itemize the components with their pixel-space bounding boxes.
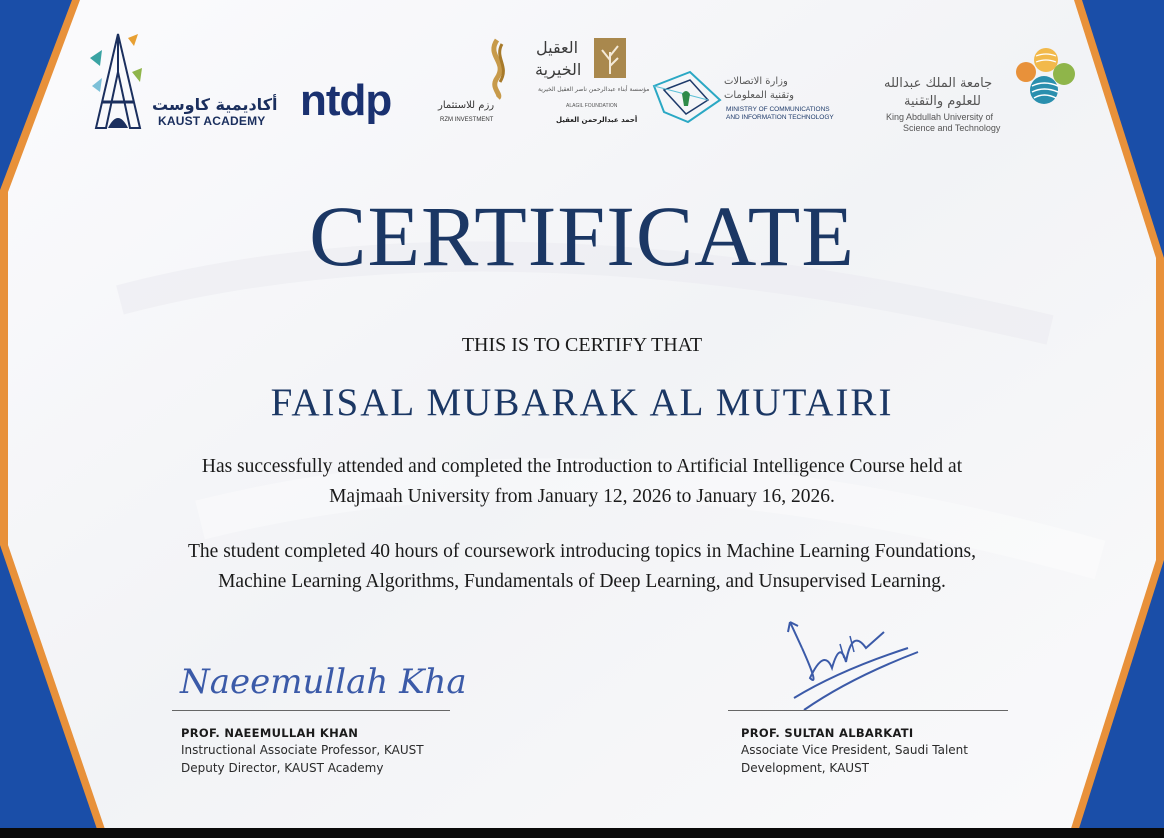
ntdp-logo: ntdp bbox=[300, 76, 392, 125]
polygon-emblem-icon bbox=[650, 70, 722, 124]
alagil-logo bbox=[594, 38, 626, 83]
kaust-english-line1: King Abdullah University of bbox=[886, 112, 994, 122]
completion-text-line2: Majmaah University from January 12, 2026 to January 16, 2026. bbox=[329, 486, 835, 507]
coursework-text-line1: The student completed 40 hours of coursework introducing topics in Machine Learning Foundations, bbox=[188, 541, 976, 562]
mcit-english-line2: AND INFORMATION TECHNOLOGY bbox=[726, 114, 834, 121]
alagil-sub-english: ALAGIL FOUNDATION bbox=[566, 103, 618, 109]
signature-right bbox=[780, 618, 930, 723]
kaust-academy-arabic: أكاديمية كاوست bbox=[152, 95, 278, 114]
certificate-title: CERTIFICATE bbox=[309, 188, 855, 284]
recipient-name: FAISAL MUBARAK AL MUTAIRI bbox=[270, 381, 894, 424]
mcit-arabic-line1: وزارة الاتصالات bbox=[724, 76, 788, 87]
kaust-logo bbox=[1006, 46, 1078, 113]
alagil-arabic-line2: الخيرية bbox=[535, 60, 582, 79]
mcit-arabic-line2: وتقنية المعلومات bbox=[724, 90, 794, 101]
signature-line-right bbox=[728, 710, 1008, 711]
tree-square-icon bbox=[594, 38, 626, 78]
rzm-arabic: رزم للاستثمار bbox=[438, 100, 495, 111]
eiffel-tower-geometric-icon bbox=[88, 32, 150, 130]
coursework-text-line2: Machine Learning Algorithms, Fundamentals of Deep Learning, and Unsupervised Learning. bbox=[218, 571, 946, 592]
completion-text-line1: Has successfully attended and completed the Introduction to Artificial Intelligence Course held at bbox=[201, 456, 963, 477]
mcit-logo bbox=[650, 70, 722, 129]
alagil-arabic-line1: العقيل bbox=[536, 38, 579, 57]
kaust-arabic-line1: جامعة الملك عبدالله bbox=[884, 76, 993, 91]
rzm-english: RZM INVESTMENT bbox=[440, 117, 494, 123]
mcit-english-line1: MINISTRY OF COMMUNICATIONS bbox=[726, 106, 830, 113]
signatory-right-role1: Associate Vice President, Saudi Talent bbox=[741, 743, 968, 757]
flame-ribbon-icon bbox=[482, 38, 512, 100]
signatory-left-role1: Instructional Associate Professor, KAUST bbox=[181, 743, 424, 757]
kaust-academy-logo bbox=[88, 32, 150, 135]
kaust-academy-english: KAUST ACADEMY bbox=[158, 114, 266, 128]
signatory-right-name: PROF. SULTAN ALBARKATI bbox=[741, 726, 914, 740]
kaust-arabic-line2: للعلوم والتقنية bbox=[904, 94, 981, 109]
wave-circles-icon bbox=[1006, 46, 1078, 108]
signatory-left-name: PROF. NAEEMULLAH KHAN bbox=[181, 726, 359, 740]
bottom-edge bbox=[0, 828, 1164, 838]
alagil-sub-arabic: مؤسسة أبناء عبدالرحمن ناصر العقيل الخيرية bbox=[538, 86, 650, 93]
signatory-right-role2: Development, KAUST bbox=[741, 761, 870, 775]
signature-line-left bbox=[172, 710, 450, 711]
signature-left: Naeemullah Kha bbox=[180, 662, 467, 702]
rzm-logo bbox=[482, 38, 512, 105]
certify-line: THIS IS TO CERTIFY THAT bbox=[461, 334, 703, 356]
alagil-bottom-arabic: أحمد عبدالرحمن العقيل bbox=[556, 116, 638, 124]
kaust-english-line2: Science and Technology bbox=[903, 123, 1001, 133]
signatory-left-role2: Deputy Director, KAUST Academy bbox=[181, 761, 384, 775]
